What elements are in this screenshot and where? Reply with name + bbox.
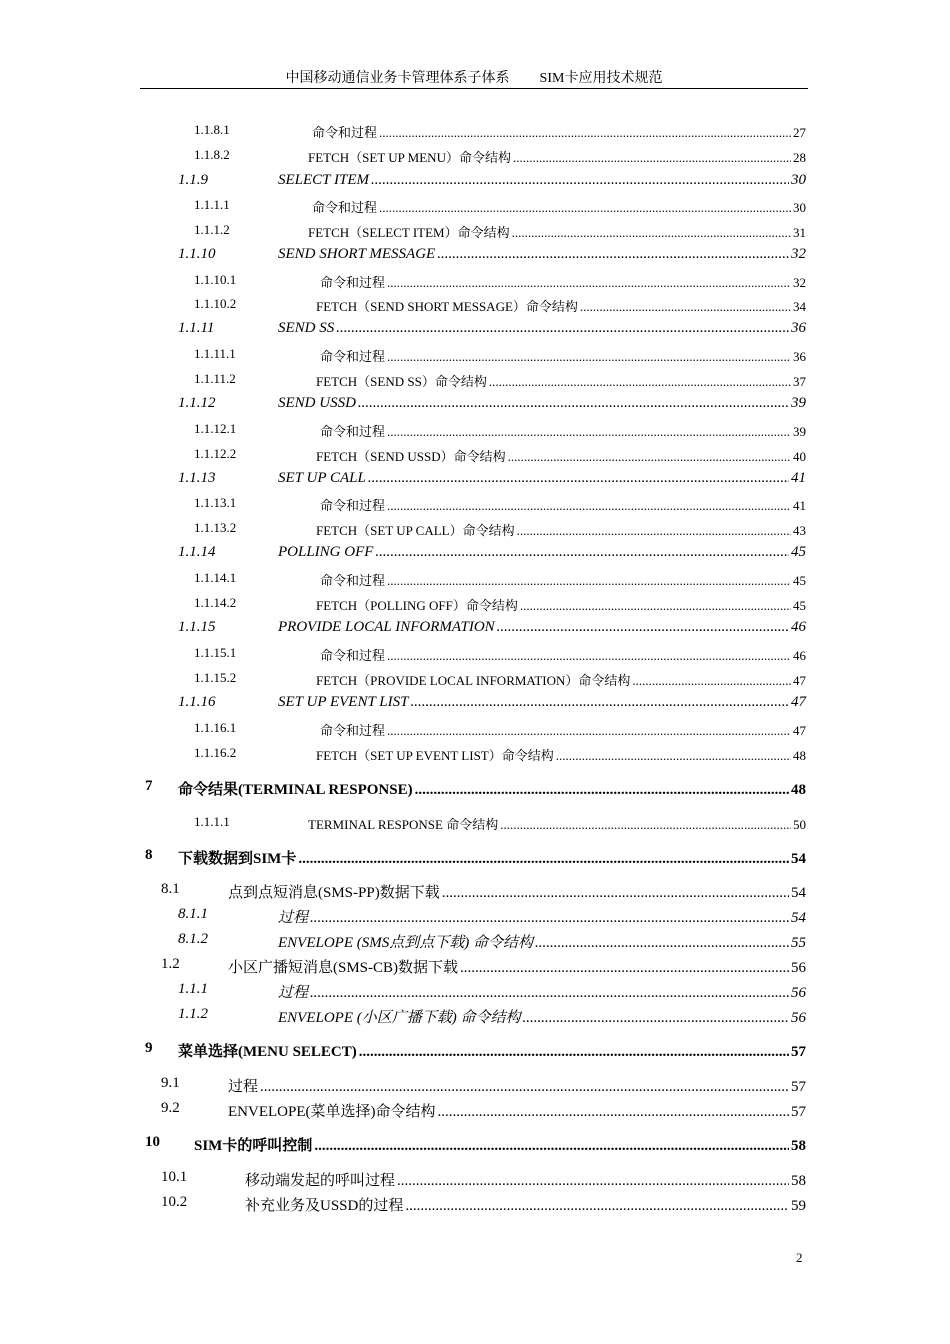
dot-leader [371,172,789,189]
toc-entry-page: 59 [791,1198,806,1214]
page-number: 2 [796,1250,803,1265]
dot-leader [298,851,789,868]
toc-entry[interactable] [0,1006,950,1024]
toc-entry-page: 46 [793,648,806,663]
toc-entry[interactable] [0,595,950,611]
toc-entry-page: 57 [791,1079,806,1095]
toc-entry-page: 39 [791,395,806,411]
toc-entry-title: SEND SHORT MESSAGE [278,246,436,262]
toc-entry[interactable] [0,395,950,413]
toc-entry-title: 下载数据到SIM卡 [178,851,297,867]
toc-entry-title: PROVIDE LOCAL INFORMATION [278,619,495,635]
toc-entry[interactable] [0,956,950,974]
toc-entry-title: FETCH（SELECT ITEM）命令结构 [308,225,510,240]
toc-entry[interactable] [0,881,950,899]
toc-entry[interactable] [0,670,950,686]
toc-entry[interactable] [0,1040,950,1058]
dot-leader [415,782,789,799]
toc-entry-page: 27 [793,125,806,140]
toc-entry-title: 移动端发起的呼叫过程 [245,1173,396,1189]
toc-entry-title: POLLING OFF [278,544,374,560]
toc-entry-title: FETCH（SEND SS）命令结构 [316,374,487,389]
toc-entry-title: 过程 [228,1079,259,1095]
dot-leader [358,395,789,412]
dot-leader [632,673,791,689]
toc-entry-page: 41 [793,498,806,513]
toc-entry-page: 36 [793,349,806,364]
toc-entry[interactable] [0,544,950,562]
toc-entry-title: 命令结果(TERMINAL RESPONSE) [178,782,413,798]
toc-entry-page: 43 [793,523,806,538]
toc-entry-page: 45 [793,573,806,588]
dot-leader [405,1198,789,1215]
dot-leader [387,349,791,365]
dot-leader [387,648,791,664]
dot-leader [375,544,789,561]
toc-entry-page: 28 [793,150,806,165]
toc-entry-number: 7 [145,778,153,794]
toc-entry[interactable] [0,1134,950,1152]
toc-entry-title: TERMINAL RESPONSE 命令结构 [308,817,499,832]
toc-entry-number: 1.1.10.2 [194,296,237,311]
toc-entry[interactable] [0,814,950,830]
toc-entry-number: 1.1.1 [178,981,208,997]
toc-entry-number: 1.1.9 [178,172,208,188]
toc-entry-number: 10.1 [161,1169,188,1185]
toc-entry[interactable] [0,272,950,288]
toc-entry-number: 1.1.2 [178,1006,208,1022]
toc-entry-page: 41 [791,470,806,486]
dot-leader [359,1044,789,1061]
toc-entry-page: 57 [791,1104,806,1120]
toc-entry-number: 1.1.8.2 [194,147,230,162]
dot-leader [508,449,791,465]
toc-entry[interactable] [0,147,950,163]
toc-entry-title: 过程 [278,985,309,1001]
toc-entry-page: 56 [791,960,806,976]
toc-entry-page: 54 [791,910,806,926]
toc-entry-number: 1.1.16 [178,694,216,710]
toc-entry-number: 10 [145,1134,160,1150]
toc-entry-title: 命令和过程 [312,200,378,215]
toc-entry-number: 1.1.12.2 [194,446,237,461]
toc-entry-number: 1.1.14 [178,544,216,560]
toc-entry-page: 31 [793,225,806,240]
toc-entry[interactable] [0,847,950,865]
toc-entry-number: 9 [145,1040,153,1056]
toc-entry-title: SELECT ITEM [278,172,369,188]
toc-entry[interactable] [0,197,950,213]
toc-entry[interactable] [0,495,950,511]
toc-entry-title: 命令和过程 [320,424,386,439]
toc-entry-page: 45 [793,598,806,613]
toc-entry-number: 1.1.13.1 [194,495,237,510]
toc-entry-title: 补充业务及USSD的过程 [245,1198,404,1214]
toc-entry-title: 点到点短消息(SMS-PP)数据下载 [228,885,440,901]
toc-entry-title: SET UP CALL [278,470,366,486]
dot-leader [336,320,789,337]
toc-entry[interactable] [0,906,950,924]
toc-entry-number: 1.2 [161,956,180,972]
toc-entry-number: 1.1.14.2 [194,595,237,610]
toc-entry-page: 47 [791,694,806,710]
toc-entry-page: 48 [791,782,806,798]
toc-entry-number: 9.2 [161,1100,180,1116]
toc-entry-page: 58 [791,1138,806,1154]
dot-leader [387,424,791,440]
toc-entry-title: FETCH（SET UP MENU）命令结构 [308,150,511,165]
dot-leader [512,225,791,241]
toc-entry-number: 10.2 [161,1194,188,1210]
toc-entry-page: 39 [793,424,806,439]
toc-entry[interactable] [0,246,950,264]
toc-entry-title: SEND USSD [278,395,356,411]
toc-entry-page: 54 [791,885,806,901]
dot-leader [489,374,791,390]
toc-entry[interactable] [0,470,950,488]
toc-entry-number: 8.1.2 [178,931,208,947]
toc-entry-number: 1.1.13.2 [194,520,237,535]
dot-leader [460,960,789,977]
dot-leader [387,573,791,589]
toc-entry-page: 30 [793,200,806,215]
toc-entry-number: 1.1.14.1 [194,570,237,585]
toc-entry[interactable] [0,421,950,437]
toc-entry-page: 47 [793,673,806,688]
toc-entry-title: 命令和过程 [320,723,386,738]
toc-entry[interactable] [0,520,950,536]
toc-entry-page: 45 [791,544,806,560]
toc-entry-title: FETCH（SET UP CALL）命令结构 [316,523,515,538]
toc-entry-page: 56 [791,1010,806,1026]
toc-entry-number: 1.1.1.1 [194,814,230,829]
dot-leader [520,598,791,614]
toc-entry[interactable] [0,931,950,949]
toc-entry-number: 1.1.1.1 [194,197,230,212]
toc-entry[interactable] [0,320,950,338]
dot-leader [437,246,789,263]
toc-entry-title: 命令和过程 [320,498,386,513]
toc-entry-title: 命令和过程 [320,349,386,364]
toc-entry-title: 命令和过程 [312,125,378,140]
toc-entry-page: 50 [793,817,806,832]
toc-entry-page: 54 [791,851,806,867]
toc-entry[interactable] [0,446,950,462]
toc-entry-number: 1.1.11.2 [194,371,236,386]
toc-entry[interactable] [0,745,950,761]
toc-entry-page: 34 [793,299,806,314]
toc-entry[interactable] [0,1100,950,1118]
dot-leader [556,748,791,764]
toc-entry-number: 1.1.11 [178,320,215,336]
toc-entry-title: FETCH（PROVIDE LOCAL INFORMATION）命令结构 [316,673,631,688]
dot-leader [368,470,789,487]
toc-entry-title: 命令和过程 [320,573,386,588]
toc-entry-number: 8 [145,847,153,863]
dot-leader [387,723,791,739]
toc-entry-title: SIM卡的呼叫控制 [194,1138,313,1154]
dot-leader [310,910,789,927]
toc-entry[interactable] [0,694,950,712]
toc-entry[interactable] [0,222,950,238]
dot-leader [310,985,789,1002]
toc-entry-page: 32 [791,246,806,262]
toc-entry-page: 40 [793,449,806,464]
toc-entry[interactable] [0,570,950,586]
dot-leader [397,1173,789,1190]
dot-leader [513,150,791,166]
dot-leader [497,619,789,636]
toc-entry-title: 命令和过程 [320,275,386,290]
toc-entry-number: 1.1.10 [178,246,216,262]
dot-leader [410,694,789,711]
toc-entry-page: 57 [791,1044,806,1060]
toc-entry[interactable] [0,1169,950,1187]
toc-entry-page: 37 [793,374,806,389]
toc-entry[interactable] [0,720,950,736]
toc-entry[interactable] [0,778,950,796]
toc-entry-number: 1.1.15.1 [194,645,237,660]
dot-leader [535,935,789,952]
toc-entry-number: 1.1.1.2 [194,222,230,237]
toc-entry-title: FETCH（POLLING OFF）命令结构 [316,598,518,613]
dot-leader [387,498,791,514]
toc-entry-title: SET UP EVENT LIST [278,694,409,710]
header-doc-title: 中国移动通信业务卡管理体系子体系 [285,71,510,86]
toc-entry[interactable] [0,346,950,362]
toc-entry-title: 菜单选择(MENU SELECT) [178,1044,357,1060]
dot-leader [379,125,791,141]
toc-entry-number: 1.1.11.1 [194,346,236,361]
toc-entry-page: 55 [791,935,806,951]
dot-leader [314,1138,789,1155]
header-spec-title: SIM卡应用技术规范 [539,71,663,86]
toc-entry-page: 36 [791,320,806,336]
toc-entry[interactable] [0,981,950,999]
toc-entry-number: 8.1.1 [178,906,208,922]
toc-entry-title: SEND SS [278,320,335,336]
toc-entry-page: 58 [791,1173,806,1189]
toc-entry-number: 1.1.16.2 [194,745,237,760]
toc-entry[interactable] [0,619,950,637]
toc-entry-number: 1.1.8.1 [194,122,230,137]
toc-entry-page: 56 [791,985,806,1001]
dot-leader [387,275,791,291]
toc-entry-title: 小区广播短消息(SMS-CB)数据下载 [228,960,459,976]
dot-leader [517,523,791,539]
toc-entry-page: 32 [793,275,806,290]
toc-entry-page: 46 [791,619,806,635]
toc-entry-number: 1.1.15 [178,619,216,635]
dot-leader [260,1079,789,1096]
toc-entry-number: 1.1.13 [178,470,216,486]
toc-entry-number: 1.1.15.2 [194,670,237,685]
toc-entry[interactable] [0,172,950,190]
toc-entry-title: FETCH（SEND SHORT MESSAGE）命令结构 [316,299,578,314]
toc-entry-title: FETCH（SET UP EVENT LIST）命令结构 [316,748,554,763]
toc-entry[interactable] [0,1075,950,1093]
toc-entry[interactable] [0,1194,950,1212]
toc-entry[interactable] [0,122,950,138]
toc-entry[interactable] [0,645,950,661]
toc-entry-title: FETCH（SEND USSD）命令结构 [316,449,506,464]
toc-entry-title: ENVELOPE (SMS点到点下载) 命令结构 [278,935,533,951]
toc-entry-number: 1.1.16.1 [194,720,237,735]
toc-entry-number: 1.1.10.1 [194,272,237,287]
toc-entry-title: ENVELOPE (小区广播下载) 命令结构 [278,1010,521,1026]
dot-leader [437,1104,789,1121]
toc-entry-number: 1.1.12.1 [194,421,237,436]
toc-entry-title: 过程 [278,910,309,926]
toc-entry[interactable] [0,371,950,387]
dot-leader [522,1010,789,1027]
toc-entry-number: 8.1 [161,881,180,897]
toc-entry-page: 47 [793,723,806,738]
toc-entry-title: ENVELOPE(菜单选择)命令结构 [228,1104,436,1120]
dot-leader [442,885,789,902]
dot-leader [580,299,791,315]
toc-entry[interactable] [0,296,950,312]
toc-entry-page: 48 [793,748,806,763]
dot-leader [500,817,791,833]
toc-entry-number: 9.1 [161,1075,180,1091]
toc-entry-page: 30 [791,172,806,188]
toc-entry-number: 1.1.12 [178,395,216,411]
dot-leader [379,200,791,216]
toc-entry-title: 命令和过程 [320,648,386,663]
